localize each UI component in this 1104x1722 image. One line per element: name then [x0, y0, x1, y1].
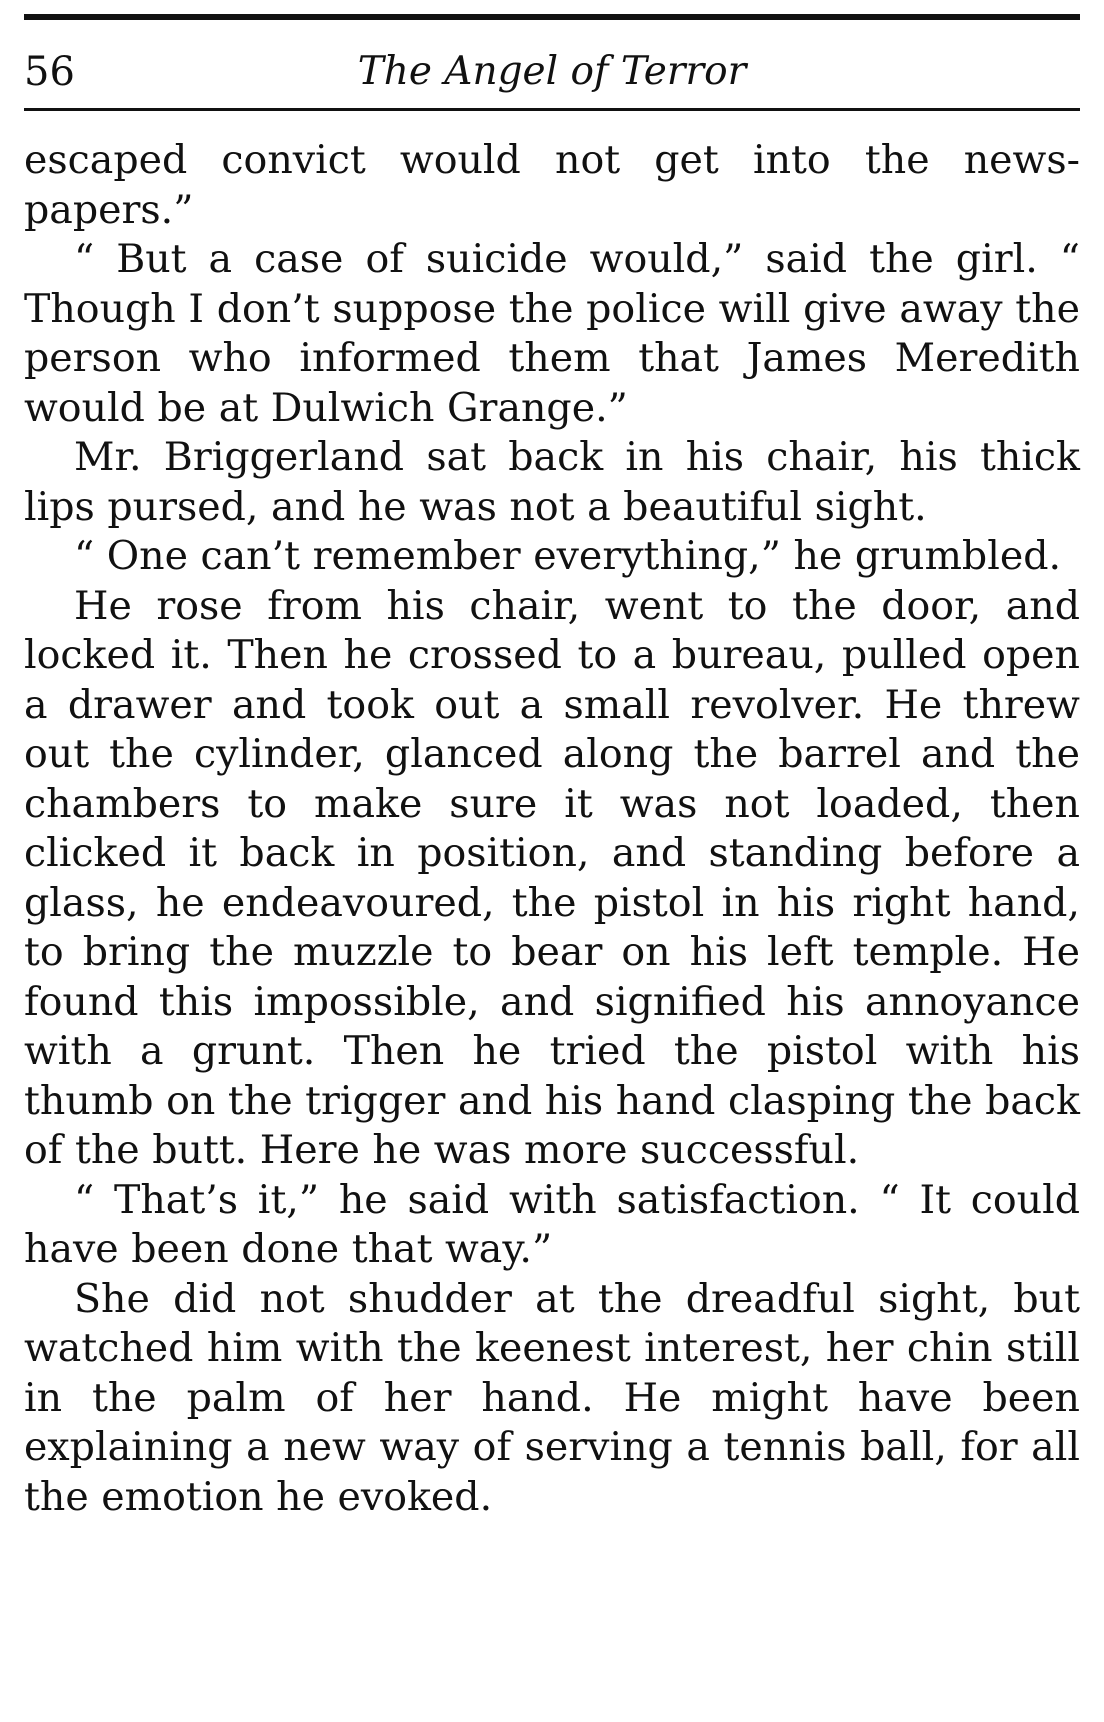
paragraph: Mr. Briggerland sat back in his chair, his thick lips pursed, and he was not a beautiful sight. — [24, 434, 1080, 530]
paragraph: She did not shudder at the dreadful sight, but watched him with the keenest interest, her chin still in the palm of her hand. He might have been explaining a new way of serving a tennis ball, for all the emotion he evoked. — [24, 1275, 1080, 1520]
paragraph-continued: escaped convict would not get into the newspapers.” — [24, 137, 1080, 233]
header-top-rule — [24, 14, 1080, 20]
paragraph: “ That’s it,” he said with satisfaction. “ It could have been done that way.” — [24, 1176, 1080, 1272]
page-header — [24, 46, 1080, 98]
paragraph: “ But a case of suicide would,” said the girl. “ Though I don’t suppose the police will give away the person who informed them that James Meredith would be at Dulwich Grange.” — [24, 236, 1080, 431]
header-bottom-rule — [24, 108, 1080, 111]
paragraph: “ One can’t remember everything,” he grumbled. — [74, 533, 1062, 579]
paragraph: He rose from his chair, went to the door, and locked it. Then he crossed to a bureau, pulled open a drawer and took out a small revolver. He threw out the cylinder, glanced along the barrel and the chambers to make sure it was not loaded, then clicked it back in position, and standing before a glass, he endeavoured, the pistol in his right hand, to bring the muzzle to bear on his left temple. He found this impossible, and signified his annoyance with a grunt. Then he tried the pistol with his thumb on the trigger and his hand clasping the back of the butt. Here he was more successful. — [24, 582, 1080, 1173]
book-page — [24, 14, 1080, 1704]
running-title: The Angel of Terror — [357, 49, 747, 94]
body-text — [24, 136, 1080, 1522]
page-number: 56 — [24, 49, 75, 95]
